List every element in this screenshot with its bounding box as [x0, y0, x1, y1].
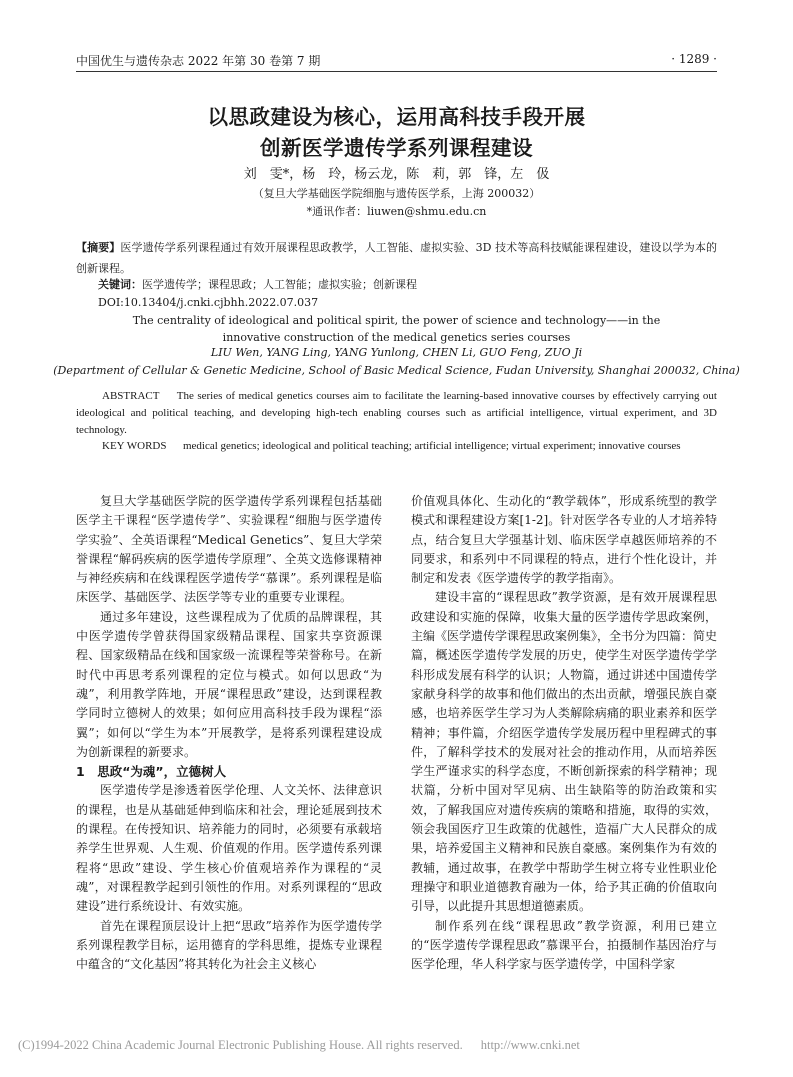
page-number: · 1289 · [671, 52, 717, 66]
body-paragraph: 医学遗传学是渗透着医学伦理、人文关怀、法律意识的课程，也是从基础延伸到临床和社会，理论延展到技术的课程。在传授知识、培养能力的同时，必须要有承载培养学生世界观、人生观、价值观的作用。医学遗传系列课程将“思政”建设、学生核心价值观培养作为课程的“灵魂”，对课程教学起到引领性的作用。对系列课程的“思政建设”进行系统设计、有效实施。 [76, 783, 382, 914]
body-paragraph: 建设丰富的“课程思政”教学资源，是有效开展课程思政建设和实施的保障，收集大量的医学遗传学思政案例，主编《医学遗传学课程思政案例集》，全书分为四篇：简史篇，概述医学遗传学发展的历史，使学生对医学遗传学学科形成发展有科学的认识；人物篇，通过讲述中国遗传学家献身科学的故事和他们做出的杰出贡献，增强民族自豪感，也培养医学生学习为人类解除病痛的职业素养和医学精神；事件篇，介绍医学遗传学发展历程中里程碑式的事件，了解科学技术的发展对社会的推动作用，从而培养医学生严谨求实的科学态度，不断创新探索的科学精神；现状篇，分析中国对罕见病、出生缺陷等的防治政策和实效，了解我国应对遗传疾病的策略和措施，取得的实效，领会我国医疗卫生政策的优越性，造福广大人民群众的成果，培养爱国主义精神和民族自豪感。案例集作为有效的教辅，通过故事，在教学中帮助学生树立将专业性职业伦理操守和职业道德教育融为一体，给予其正确的价值取向引导，以此提升其思想道德素质。 [411, 590, 718, 914]
body-right-column [411, 492, 717, 974]
section-heading: 1 思政“为魂”，立德树人 [76, 764, 227, 780]
authors: 刘 雯*，杨 玲，杨云龙，陈 莉，郭 锋，左 伋 [243, 167, 550, 182]
english-keywords [76, 438, 717, 455]
abstract-text: 医学遗传学系列课程通过有效开展课程思政教学，人工智能、虚拟实验、3D 技术等高科技赋能课程建设，建设以学为本的创新课程。 [76, 241, 717, 275]
affiliation: （复旦大学基础医学院细胞与遗传医学系，上海 200032） [252, 187, 541, 200]
english-abstract-label: ABSTRACT [102, 390, 160, 402]
body-paragraph: 制作系列在线“课程思政”教学资源，利用已建立的“医学遗传学课程思政”慕课平台，拍摄制作基因治疗与医学伦理，华人科学家与医学遗传学，中国科学家 [411, 918, 717, 972]
body-paragraph: 首先在课程顶层设计上把“思政”培养作为医学遗传学系列课程教学目标，运用德育的学科思维，提炼专业课程中蕴含的“文化基因”将其转化为社会主义核心 [76, 918, 382, 972]
keywords-text: 医学遗传学；课程思政；人工智能；虚拟实验；创新课程 [142, 278, 417, 291]
english-title-line-2: innovative construction of the medical genetics series courses [222, 331, 571, 344]
journal-issue: 中国优生与遗传杂志 2022 年第 30 卷第 7 期 [76, 54, 321, 68]
corresponding-author: *通讯作者：liuwen@shmu.edu.cn [306, 205, 487, 218]
english-keywords-text: medical genetics; ideological and political teaching; artificial intelligence; virtual experiment; innovative courses [182, 440, 681, 452]
title-line-1: 以思政建设为核心，运用高科技手段开展 [207, 105, 586, 129]
title-line-2: 创新医学遗传学系列课程建设 [260, 136, 533, 160]
english-affiliation: (Department of Cellular & Genetic Medicine, School of Basic Medical Science, Fudan University, Shanghai 200032, China) [53, 364, 740, 377]
english-abstract-text: The series of medical genetics courses aim to facilitate the learning-based innovative courses by effectively carrying out ideological and political teaching, and developing high-tech enabling courses such as artificial intelligence, virtual experiment, and 3D technology. [76, 390, 717, 436]
english-authors: LIU Wen, YANG Ling, YANG Yunlong, CHEN Li, GUO Feng, ZUO Ji [210, 346, 583, 359]
english-keywords-label: KEY WORDS [102, 440, 167, 452]
keywords-label: 关键词： [98, 278, 142, 291]
english-abstract [76, 388, 717, 439]
copyright: (C)1994-2022 China Academic Journal Electronic Publishing House. All rights reserved. [18, 1038, 463, 1052]
body-left-column [76, 492, 382, 974]
doi: DOI:10.13404/j.cnki.cjbhh.2022.07.037 [98, 296, 319, 309]
body-paragraph: 价值观具体化、生动化的“教学载体”，形成系统型的教学模式和课程建设方案[1-2]。针对医学各专业的人才培养特点，结合复旦大学强基计划、临床医学卓越医师培养的不同要求，和系列中不同课程的特点，进行个性化设计，并制定和发表《医学遗传学的教学指南》。 [411, 494, 717, 586]
header-rule [76, 71, 717, 72]
footer-url[interactable]: http://www.cnki.net [480, 1038, 580, 1052]
footer [18, 1038, 580, 1053]
body-paragraph: 复旦大学基础医学院的医学遗传学系列课程包括基础医学主干课程“医学遗传学”、实验课程“细胞与医学遗传学实验”、全英语课程“Medical Genetics”、复旦大学荣誉课程“解码疾病的医学遗传学原理”、全英文选修课精神与神经疾病和在线课程医学遗传学“慕课”。系列课程是临床医学、基础医学、法医学等专业的重要专业课程。 [76, 494, 382, 605]
abstract-label: 【摘要】 [76, 241, 121, 254]
body-paragraph: 通过多年建设，这些课程成为了优质的品牌课程，其中医学遗传学曾获得国家级精品课程、国家共享资源课程、国家级精品在线和国家级一流课程等荣誉称号。在新时代中再思考系列课程的定位与模式。如何以思政“为魂”，利用教学阵地，开展“课程思政”建设，达到课程教学同时立德树人的效果；如何应用高科技手段为课程“添翼”；如何以“学生为本”开展教学，是将系列课程建设成为创新课程的新要求。 [76, 609, 382, 759]
english-title-line-1: The centrality of ideological and political spirit, the power of science and technology——in the [132, 314, 661, 327]
english-title [0, 312, 793, 346]
abstract [76, 237, 717, 279]
